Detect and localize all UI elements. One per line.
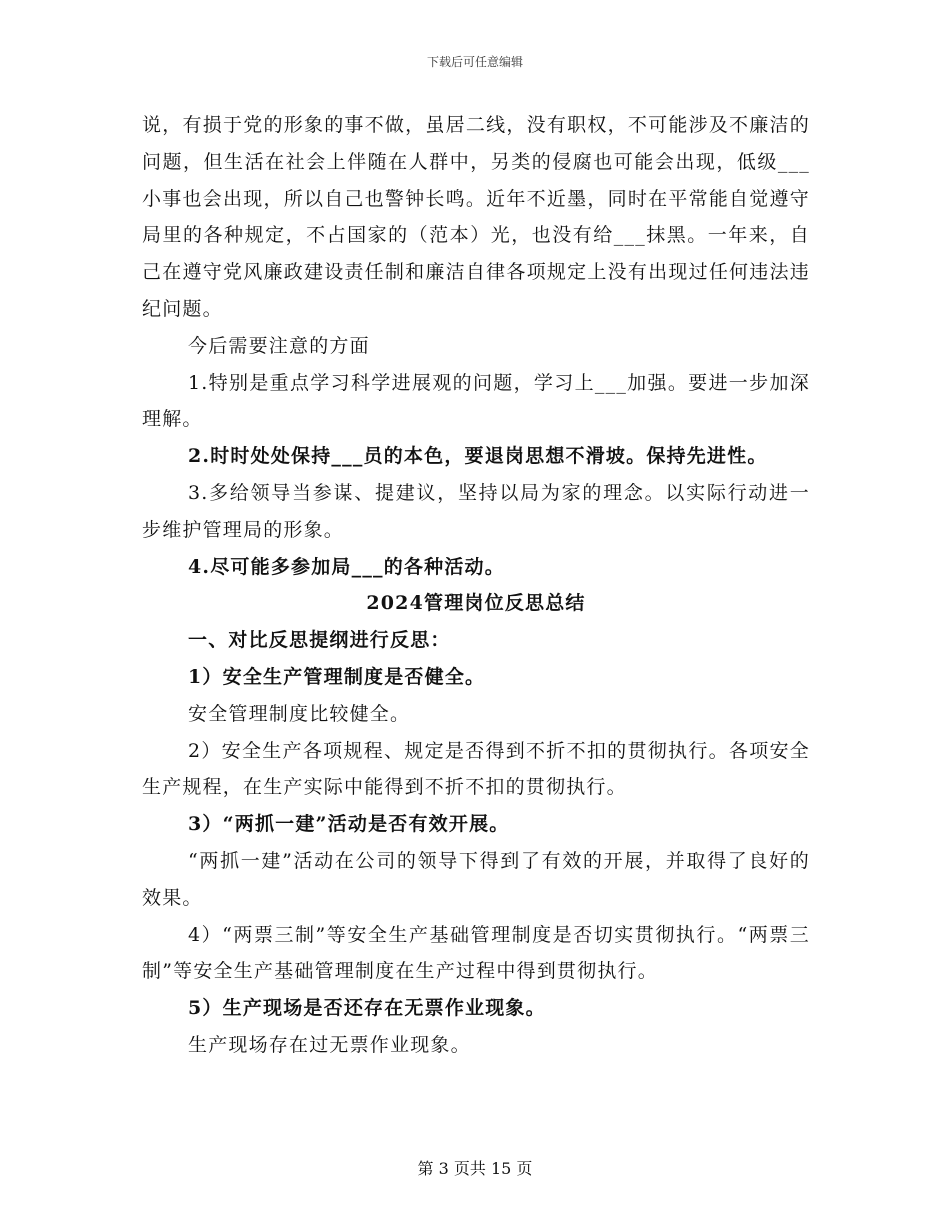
- question-heading: 1）安全生产管理制度是否健全。: [188, 665, 486, 688]
- section-heading: 今后需要注意的方面: [188, 334, 370, 357]
- answer-paragraph: “两抓一建”活动在公司的领导下得到了有效的开展，并取得了良好的效果。: [142, 849, 810, 909]
- question-paragraph: 4）“两票三制”等安全生产基础管理制度是否切实贯彻执行。“两票三制”等安全生产基础管理制度在生产过程中得到贯彻执行。: [142, 923, 810, 983]
- page-header: 下载后可任意编辑: [426, 55, 523, 69]
- answer-paragraph: 安全管理制度比较健全。: [188, 702, 411, 725]
- list-item: 1.特别是重点学习科学进展观的问题，学习上___加强。要进一步加深理解。: [142, 371, 810, 431]
- list-item: 3.多给领导当参谋、提建议，坚持以局为家的理念。以实际行动进一步维护管理局的形象。: [142, 481, 810, 541]
- section-heading: 一、对比反思提纲进行反思：: [188, 629, 451, 652]
- body-paragraph: 说，有损于党的形象的事不做，虽居二线，没有职权，不可能涉及不廉洁的问题，但生活在社会上伴随在人群中，另类的侵腐也可能会出现，低级___小事也会出现，所以自己也警钟长鸣。近年不近墨，同时在平常能自觉遵守局里的各种规定，不占国家的（范本）光，也没有给___抹黑。一年来，自己在遵守党风廉政建设责任制和廉洁自律各项规定上没有出现过任何违法违纪问题。: [142, 114, 810, 320]
- question-heading: 3）“两抓一建”活动是否有效开展。: [188, 813, 510, 836]
- document-title: 2024管理岗位反思总结: [366, 592, 586, 615]
- question-paragraph: 2）安全生产各项规程、规定是否得到不折不扣的贯彻执行。各项安全生产规程，在生产实际中能得到不折不扣的贯彻执行。: [142, 739, 810, 799]
- list-item: 4.尽可能多参加局___的各种活动。: [188, 555, 505, 578]
- question-heading: 5）生产现场是否还存在无票作业现象。: [188, 997, 546, 1020]
- page-footer: 第 3 页共 15 页: [417, 1159, 533, 1178]
- answer-paragraph: 生产现场存在过无票作业现象。: [188, 1033, 471, 1056]
- list-item: 2.时时处处保持___员的本色，要退岗思想不滑坡。保持先进性。: [188, 445, 768, 468]
- document-body: [142, 107, 810, 1064]
